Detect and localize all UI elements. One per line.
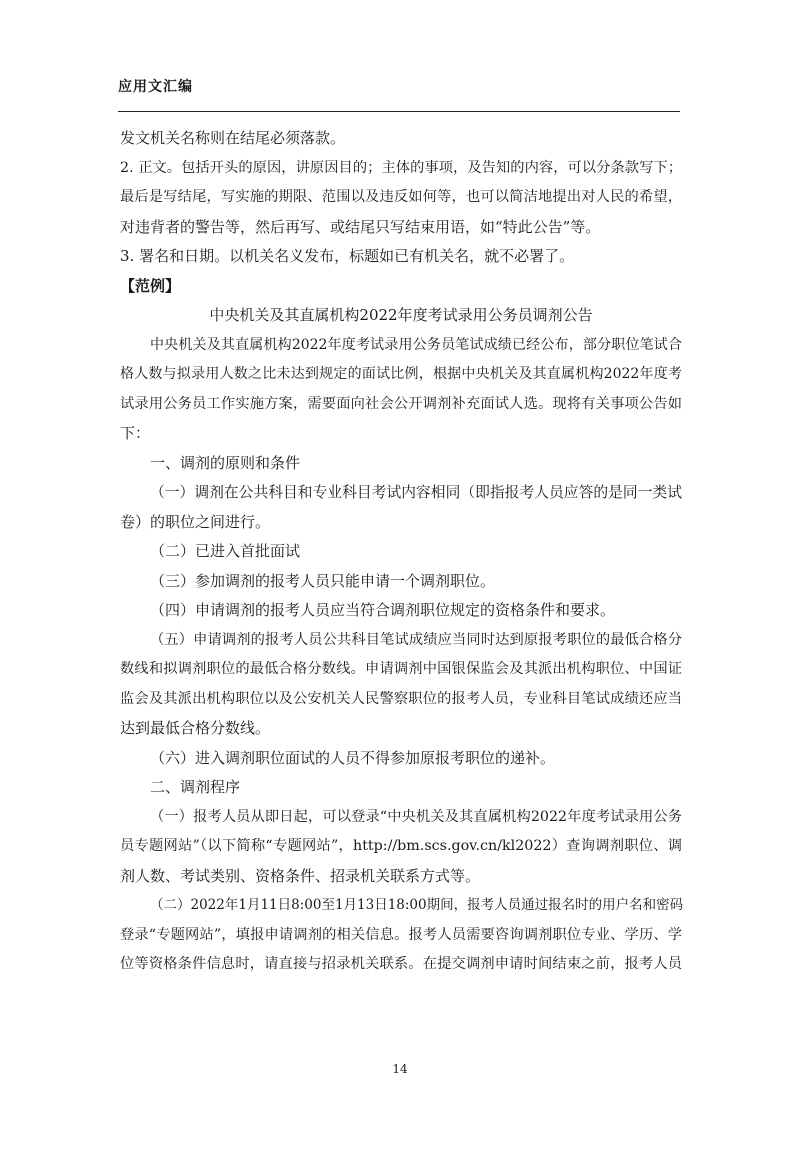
text-line: （一）报考人员从即日起，可以登录“中央机关及其直属机构2022年度考试录用公务	[150, 808, 682, 825]
section-heading: 二、调剂程序	[150, 778, 241, 796]
header-rule	[118, 111, 680, 112]
text-line: 下：	[120, 424, 151, 442]
section-label: 【范例】	[120, 276, 181, 295]
text-line: 卷）的职位之间进行。	[120, 512, 271, 531]
text-line: 3. 署名和日期。以机关名义发布，标题如已有机关名，就不必署了。	[120, 247, 575, 265]
text-line: （五）申请调剂的报考人员公共科目笔试成绩应当同时达到原报考职位的最低合格分	[150, 631, 682, 648]
text-line: （二）已进入首批面试	[150, 542, 301, 560]
text-line: 剂人数、考试类别、资格条件、招录机关联系方式等。	[120, 866, 481, 885]
running-header: 应用文汇编	[118, 79, 193, 95]
text-line: （三）参加调剂的报考人员只能申请一个调剂职位。	[150, 571, 496, 590]
text-line: 发文机关名称则在结尾必须落款。	[120, 129, 346, 147]
text-line: 员专题网站”（以下简称“专题网站”，http://bm.scs.gov.cn/kl2022）查询调剂职位、调	[120, 838, 682, 854]
text-line: 中央机关及其直属机构2022年度考试录用公务员笔试成绩已经公布，部分职位笔试合	[150, 336, 682, 353]
text-line: （四）申请调剂的报考人员应当符合调剂职位规定的资格条件和要求。	[150, 601, 616, 619]
text-line: （六）进入调剂职位面试的人员不得参加原报考职位的递补。	[150, 748, 556, 767]
text-line: 对违背者的警告等，然后再写、或结尾只写结束用语，如“特此公告”等。	[120, 217, 601, 236]
text-line: 登录“专题网站”，填报申请调剂的相关信息。报考人员需要咨询调剂职位专业、学历、学	[120, 926, 682, 943]
text-line: 格人数与拟录用人数之比未达到规定的面试比例，根据中央机关及其直属机构2022年度考	[120, 366, 682, 382]
text-line: （二）2022年1月11日8:00至1月13日18:00期间，报考人员通过报名时的用户名和密码	[150, 897, 684, 913]
text-line: 位等资格条件信息时，请直接与招录机关联系。在提交调剂申请时间结束之前，报考人员	[120, 956, 682, 972]
text-line: （一）调剂在公共科目和专业科目考试内容相同（即指报考人员应答的是同一类试	[150, 484, 682, 501]
page-number: 14	[392, 1062, 408, 1076]
document-body	[120, 124, 682, 980]
text-line: 最后是写结尾，写实施的期限、范围以及违反如何等，也可以简洁地提出对人民的希望，	[120, 189, 682, 205]
text-line: 试录用公务员工作实施方案，需要面向社会公开调剂补充面试人选。现将有关事项公告如	[120, 395, 682, 412]
text-line: 监会及其派出机构职位以及公安机关人民警察职位的报考人员，专业科目笔试成绩还应当	[120, 690, 682, 707]
notice-title: 中央机关及其直属机构2022年度考试录用公务员调剂公告	[209, 306, 593, 324]
text-line: 2. 正文。包括开头的原因，讲原因目的；主体的事项，及告知的内容，可以分条款写下；	[120, 159, 682, 176]
text-line: 达到最低合格分数线。	[120, 719, 271, 737]
section-heading: 一、调剂的原则和条件	[150, 453, 301, 472]
text-line: 数线和拟调剂职位的最低合格分数线。申请调剂中国银保监会及其派出机构职位、中国证	[120, 661, 682, 677]
